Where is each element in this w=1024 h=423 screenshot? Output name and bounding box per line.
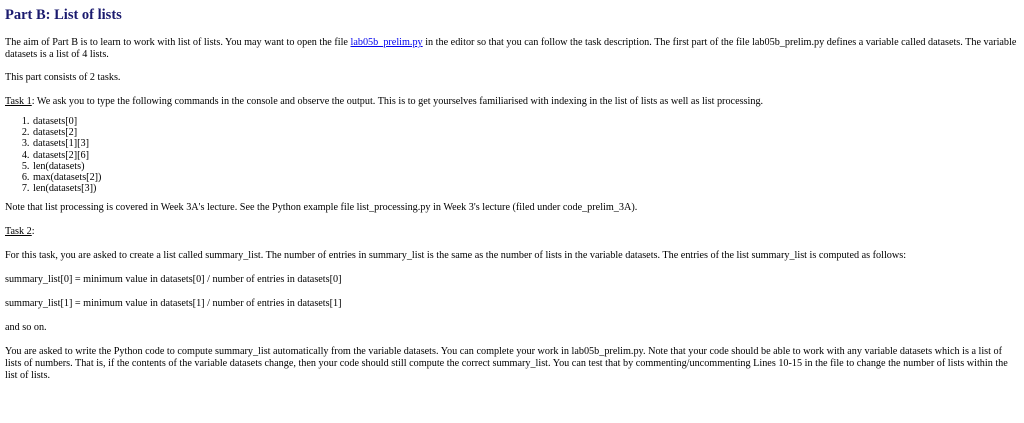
list-item: 6. max(datasets[2]) (32, 172, 1019, 183)
intro-text-start: The aim of Part B is to learn to work with list of lists. You may want to open the file (5, 37, 351, 48)
note-paragraph: Note that list processing is covered in Week 3A's lecture. See the Python example file list_processing.py in Week 3's lecture (filed under code_prelim_3A). (5, 202, 638, 214)
task2-label: Task 2 (5, 226, 32, 238)
task2-colon: : (31, 226, 35, 238)
list-item: 5. len(datasets) (32, 161, 1019, 172)
formula-0: summary_list[0] = minimum value in datasets[0] / number of entries in datasets[0] (5, 274, 342, 286)
page-title: Part B: List of lists (5, 7, 122, 23)
task1-command-list (5, 116, 1019, 194)
task2-description: For this task, you are asked to create a list called summary_list. The number of entries in summary_list is the same as the number of lists in the variable datasets. The entries of the list summary_list is computed as follows: (5, 250, 907, 262)
consists-paragraph: This part consists of 2 tasks. (5, 72, 121, 83)
task1-paragraph (5, 96, 1019, 108)
list-item: 3. datasets[1][3] (32, 138, 1019, 149)
list-item: 2. datasets[2] (32, 127, 1019, 138)
task1-label: Task 1 (5, 96, 32, 107)
and-so-on: and so on. (5, 322, 47, 334)
prelim-file-link[interactable]: lab05b_prelim.py (350, 37, 423, 48)
list-item: 1. datasets[0] (32, 116, 1019, 127)
list-item: 4. datasets[2][6] (32, 150, 1019, 161)
intro-paragraph (5, 37, 1019, 61)
list-item: 7. len(datasets[3]) (32, 183, 1019, 194)
final-paragraph: You are asked to write the Python code to compute summary_list automatically from the variable datasets. You can complete your work in lab05b_prelim.py. Note that your code should be able to work with any variable datasets which is a list of lists of numbers. That is, if the contents of the variable datasets change, then your code should still compute the correct summary_list. You can test that by commenting/uncommenting Lines 10-15 in the file to change the number of lists within the list of lists. (5, 346, 1008, 382)
formula-1: summary_list[1] = minimum value in datasets[1] / number of entries in datasets[1] (5, 298, 342, 310)
intro-text-end: in the editor so that you can follow the task description. The first part of the file lab05b_prelim.py defines a variable called datasets. The variable datasets is a list of 4 lists. (5, 37, 1017, 60)
task1-text: : We ask you to type the following commands in the console and observe the output. This is to get yourselves familiarised with indexing in the list of lists as well as list processing. (31, 96, 764, 107)
task2-heading (5, 226, 1019, 238)
